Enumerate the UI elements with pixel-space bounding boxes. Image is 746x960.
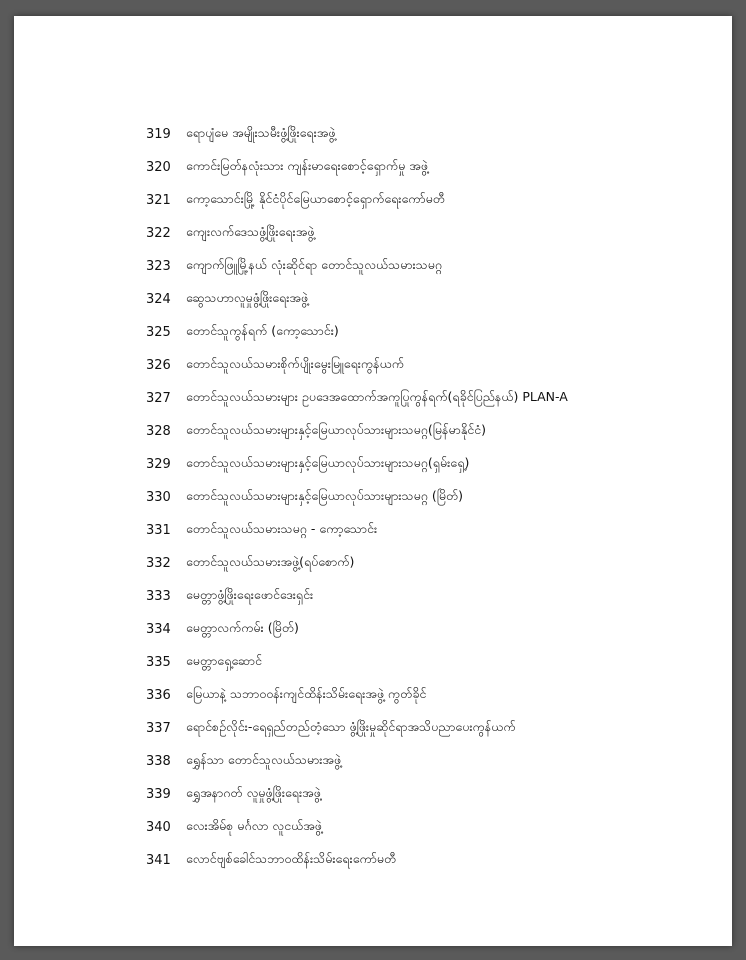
item-number: 320 xyxy=(146,160,171,175)
list-item xyxy=(146,283,716,316)
item-name: ကောင်းမြတ်နလုံးသား ကျန်းမာရေးစောင့်ရှောက်မှု အဖွဲ့ xyxy=(186,158,428,173)
item-number: 325 xyxy=(146,325,171,340)
item-name: ဆွေသဟာလူမှုဖွံ့ဖြိုးရေးအဖွဲ့ xyxy=(186,290,309,305)
list-item xyxy=(146,316,716,349)
item-name: ကျောက်ဖြူမြို့နယ် လုံးဆိုင်ရာ တောင်သူလယ်သမားသမဂ္ဂ xyxy=(186,257,443,272)
list-item xyxy=(146,547,716,580)
item-number: 327 xyxy=(146,391,171,406)
item-name: ရွှေအနာဂတ် လူမှုဖွံ့ဖြိုးရေးအဖွဲ့ xyxy=(186,785,321,800)
organization-list xyxy=(146,118,716,877)
item-number: 332 xyxy=(146,556,171,571)
list-item xyxy=(146,778,716,811)
list-item xyxy=(146,514,716,547)
item-name: ကျေးလက်ဒေသဖွံ့ဖြိုးရေးအဖွဲ့ xyxy=(186,224,315,239)
list-item xyxy=(146,118,716,151)
list-item xyxy=(146,448,716,481)
item-number: 321 xyxy=(146,193,171,208)
list-item xyxy=(146,844,716,877)
list-item xyxy=(146,217,716,250)
item-number: 330 xyxy=(146,490,171,505)
list-item xyxy=(146,415,716,448)
item-number: 326 xyxy=(146,358,171,373)
item-name: ရောပျံမေ အမျိုးသမီးဖွံ့ဖြိုးရေးအဖွဲ့ xyxy=(186,125,336,140)
list-item xyxy=(146,382,716,415)
item-number: 335 xyxy=(146,655,171,670)
item-name: မေတ္တာရှေ့ဆောင် xyxy=(186,653,262,668)
document-page xyxy=(14,16,732,946)
list-item xyxy=(146,349,716,382)
item-name: လောင်ဗျစ်ခေါင်သဘာဝထိန်းသိမ်းရေးကော်မတီ xyxy=(186,851,397,866)
list-item xyxy=(146,184,716,217)
item-name: ရောင်စဉ်လိုင်း-ရေရှည်တည်တံ့သော ဖွံ့ဖြိုးမှုဆိုင်ရာအသိပညာပေးကွန်ယက် xyxy=(186,719,516,734)
item-name: တောင်သူလယ်သမားများ ဥပဒေအထောက်အကူပြုကွန်ရက်(ရခိုင်ပြည်နယ်) PLAN-A xyxy=(186,389,568,404)
item-number: 340 xyxy=(146,820,171,835)
list-item xyxy=(146,151,716,184)
item-number: 336 xyxy=(146,688,171,703)
list-item xyxy=(146,811,716,844)
item-name: တောင်သူလယ်သမားများနှင့်မြေယာလုပ်သားများသမဂ္ဂ(မြန်မာနိုင်ငံ) xyxy=(186,422,486,437)
item-name: တောင်သူလယ်သမားများနှင့်မြေယာလုပ်သားများသမဂ္ဂ (မြိတ်) xyxy=(186,488,464,503)
item-number: 323 xyxy=(146,259,171,274)
list-item xyxy=(146,250,716,283)
list-item xyxy=(146,712,716,745)
list-item xyxy=(146,745,716,778)
list-item xyxy=(146,646,716,679)
list-item xyxy=(146,613,716,646)
item-name: မြေယာနဲ့ သဘာဝဝန်းကျင်ထိန်းသိမ်းရေးအဖွဲ့ ကွတ်ခိုင် xyxy=(186,686,427,701)
list-item xyxy=(146,580,716,613)
item-number: 339 xyxy=(146,787,171,802)
item-name: လေးအိမ်စု မင်္ဂလာ လူငယ်အဖွဲ့ xyxy=(186,818,322,833)
item-number: 319 xyxy=(146,127,171,142)
item-name: တောင်သူလယ်သမားသမဂ္ဂ - ကော့သောင်း xyxy=(186,521,378,536)
item-number: 329 xyxy=(146,457,171,472)
item-name: တောင်သူလယ်သမားစိုက်ပျိုးမွေးမြူရေးကွန်ယက် xyxy=(186,356,404,371)
item-number: 324 xyxy=(146,292,171,307)
item-number: 341 xyxy=(146,853,171,868)
item-name: တောင်သူလယ်သမားအဖွဲ့(ရပ်စောက်) xyxy=(186,554,355,569)
item-name: မေတ္တာလက်ကမ်း (မြိတ်) xyxy=(186,620,299,635)
item-name: ကော့သောင်းမြို့ နိုင်ငံပိုင်မြေယာစောင့်ရှောက်ရေးကော်မတီ xyxy=(186,191,445,206)
item-name: တောင်သူလယ်သမားများနှင့်မြေယာလုပ်သားများသမဂ္ဂ(ရှမ်းရှေ့) xyxy=(186,455,470,470)
item-name: တောင်သူကွန်ရက် (ကော့သောင်း) xyxy=(186,323,339,338)
item-number: 334 xyxy=(146,622,171,637)
item-name: ရွှေန်သာ တောင်သူလယ်သမားအဖွဲ့ xyxy=(186,752,341,767)
item-number: 338 xyxy=(146,754,171,769)
item-number: 322 xyxy=(146,226,171,241)
list-item xyxy=(146,481,716,514)
item-name: မေတ္တာဖွံ့ဖြိုးရေးဖောင်ဒေးရှင်း xyxy=(186,587,314,602)
item-number: 331 xyxy=(146,523,171,538)
item-number: 328 xyxy=(146,424,171,439)
item-number: 337 xyxy=(146,721,171,736)
list-item xyxy=(146,679,716,712)
item-number: 333 xyxy=(146,589,171,604)
